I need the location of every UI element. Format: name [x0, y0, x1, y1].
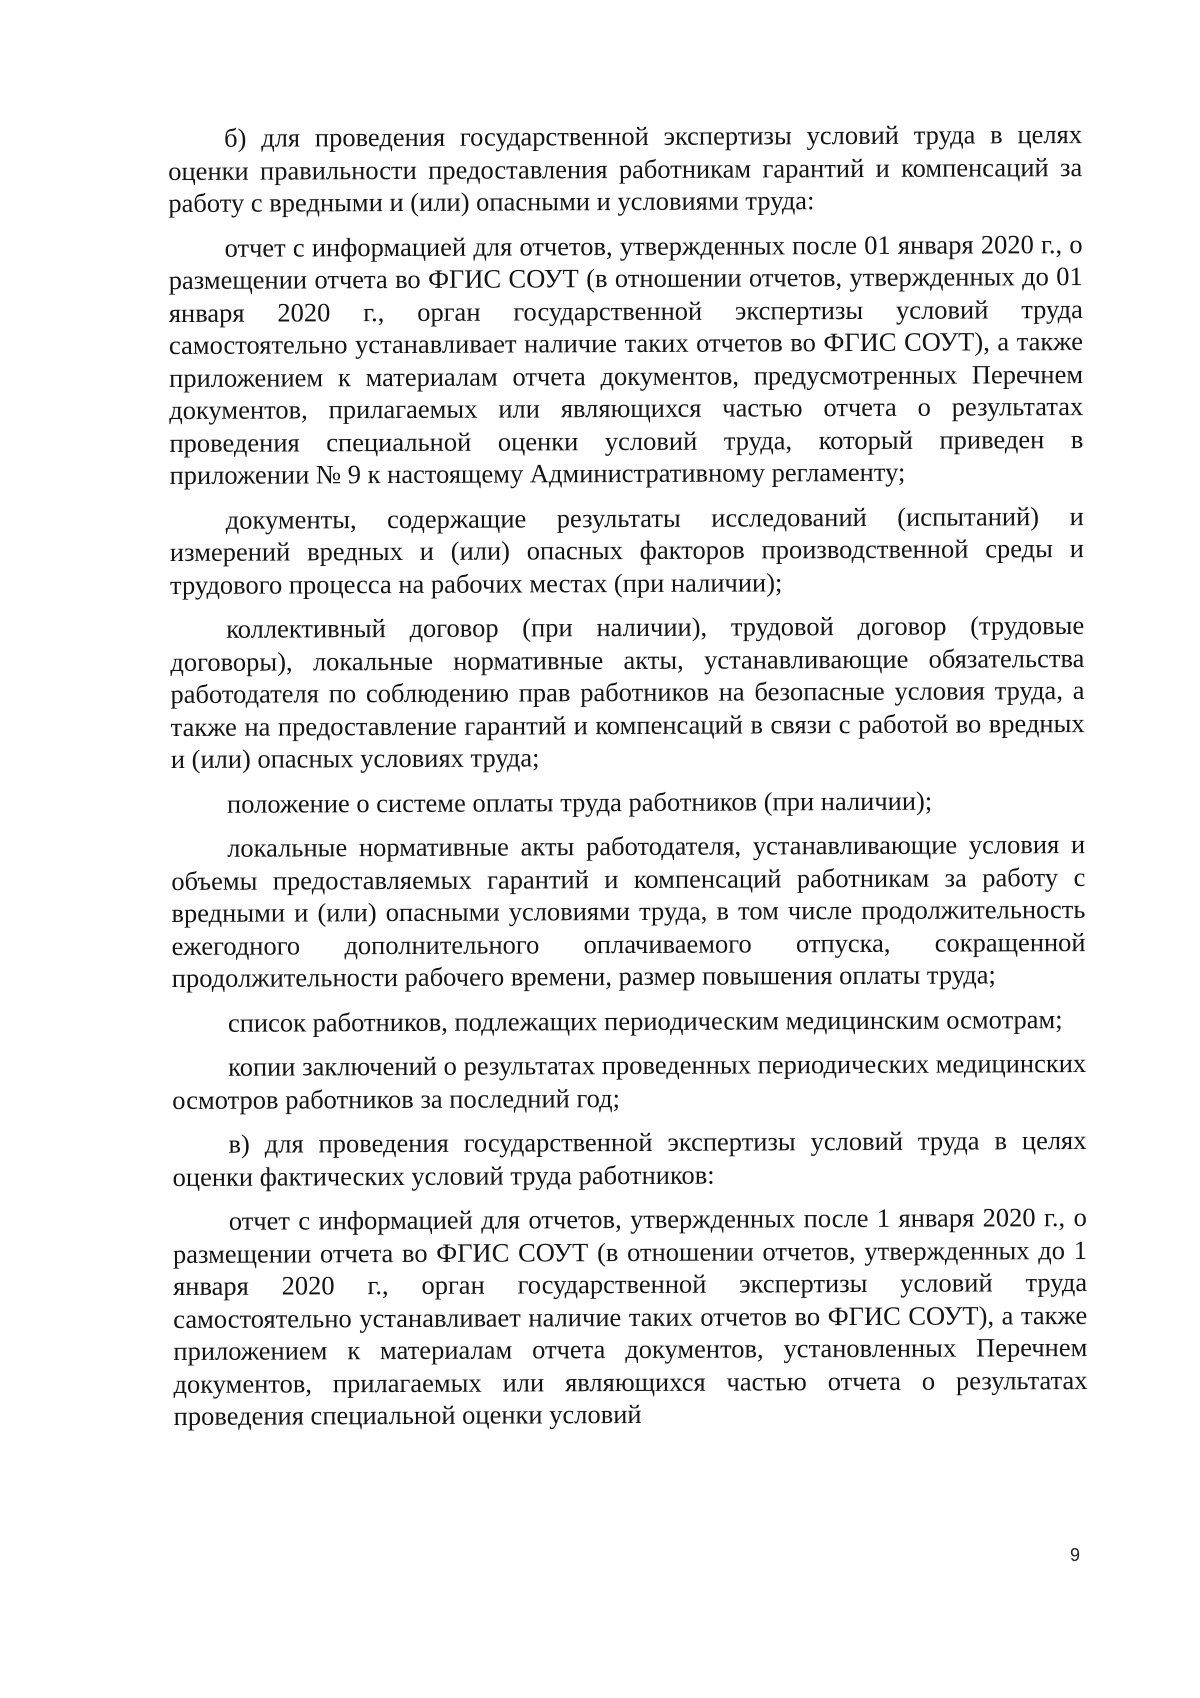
page-number: 9 [1070, 1545, 1081, 1565]
paragraph-b-intro: б) для проведения государственной экспертизы условий труда в целях оценки правильности предоставления работникам гарантий и компенсаций за работу с вредными и (или) опасными и условиями труда: [168, 119, 1083, 218]
paragraph-report-info: отчет с информацией для отчетов, утвержденных после 01 января 2020 г., о размещении отчета во ФГИС СОУТ (в отношении отчетов, утвержденных до 01 января 2020 г., орган государственной экспертизы условий труда самостоятельно устанавливает наличие таких отчетов во ФГИС СОУТ), а также приложением к материалам отчета документов, предусмотренных Перечнем документов, прилагаемых или являющихся частью отчета о результатах проведения специальной оценки условий труда, который приведен в приложении № 9 к настоящему Административному регламенту; [168, 228, 1084, 490]
paragraph-v-intro: в) для проведения государственной экспертизы условий труда в целях оценки фактических условий труда работников: [172, 1125, 1087, 1192]
paragraph-report-info-2: отчет с информацией для отчетов, утвержденных после 1 января 2020 г., о размещении отчета во ФГИС СОУТ (в отношении отчетов, утвержденных до 1 января 2020 г., орган государственной экспертизы условий труда самостоятельно устанавливает наличие таких отчетов во ФГИС СОУТ), а также приложением к материалам отчета документов, установленных Перечнем документов, прилагаемых или являющихся частью отчета о результатах проведения специальной оценки условий [172, 1202, 1088, 1431]
paragraph-employee-list: список работников, подлежащих периодическим медицинским осмотрам; [227, 1003, 1063, 1038]
paragraph-medical-reports: копии заключений о результатах проведенных периодических медицинских осмотров работников за последний год; [172, 1048, 1087, 1115]
paragraph-pay-system: положение о системе оплаты труда работников (при наличии); [226, 785, 933, 819]
document-body [168, 118, 1088, 1444]
paragraph-research-results: документы, содержащие результаты исследований (испытаний) и измерений вредных и (или) опасных факторов производственной среды и трудового процесса на рабочих местах (при наличии); [169, 500, 1084, 600]
paragraph-collective-agreement: коллективный договор (при наличии), трудовой договор (трудовые договоры), локальные нормативные акты, устанавливающие обязательства работодателя по соблюдению прав работников на безопасные условия труда, а также на предоставление гарантий и компенсаций в связи с работой во вредных и (или) опасных условиях труда; [170, 610, 1085, 774]
paragraph-local-acts: локальные нормативные акты работодателя, устанавливающие условия и объемы предоставляемых гарантий и компенсаций работникам за работу с вредными и (или) опасными условиями труда, в том числе продолжительность ежегодного дополнительного оплачиваемого отпуска, сокращенной продолжительности рабочего времени, размер повышения оплаты труда; [171, 829, 1086, 993]
